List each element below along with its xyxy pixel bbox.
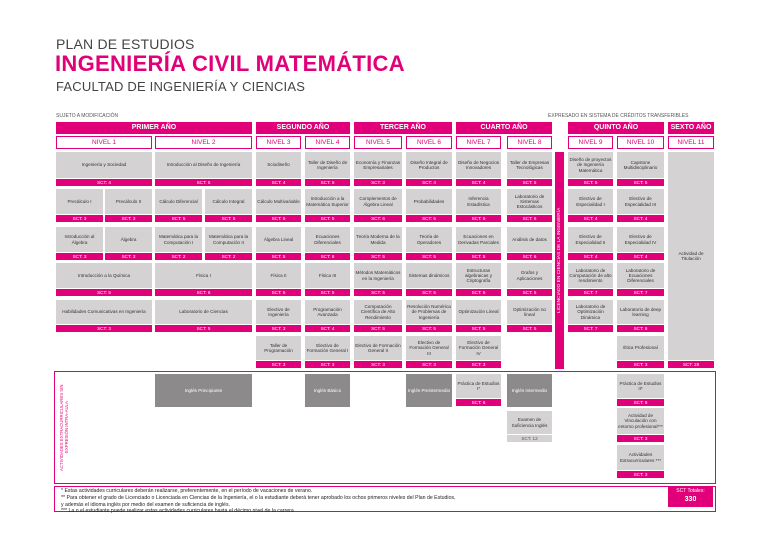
credit-badge: SCT: 3 <box>406 361 452 368</box>
course-cell: Electivo de Especialidad IV <box>617 227 664 252</box>
footnote-2: ** Para obtener el grado de Licenciado o Licenciada en Ciencias de la Ingeniería, el o la estudiante deberá tener aprobado los ochos primeros niveles del Plan de Estudios, <box>61 494 456 501</box>
course-cell: Actividad de Vinculación con entorno profesional*** <box>617 408 664 434</box>
course-cell: Grafos y Aplicaciones <box>507 263 552 288</box>
credit-badge: SCT: 6 <box>155 289 252 296</box>
course-cell: Optimización Lineal <box>456 300 501 324</box>
course-cell: Ecuaciones en Derivadas Parciales <box>456 227 501 252</box>
credit-badge: SCT: 6 <box>305 179 350 186</box>
course-cell: Taller de Programación <box>256 336 301 360</box>
credit-badge: SCT: 3 <box>617 361 664 368</box>
credit-badge: SCT: 5 <box>305 215 350 222</box>
credit-badge: SCT: 6 <box>354 215 402 222</box>
year-header: TERCER AÑO <box>354 122 452 134</box>
credit-badge: SCT: 5 <box>456 215 501 222</box>
credit-badge: SCT: 5 <box>456 325 501 332</box>
course-cell: Inglés Preintermedio <box>406 374 452 407</box>
credit-badge: SCT: 5 <box>256 215 301 222</box>
course-cell: Electivo de Ingeniería <box>256 300 301 324</box>
credit-badge: SCT: 2 <box>155 253 202 260</box>
credit-badge: SCT: 4 <box>568 253 613 260</box>
course-cell: Laboratorio de deep learning <box>617 300 664 324</box>
course-cell: Cálculo Multivariable <box>256 189 301 214</box>
credit-badge: SCT: 6 <box>507 215 552 222</box>
course-cell: Cálculo Diferencial <box>155 189 202 214</box>
course-cell: Programación Avanzada <box>305 300 350 324</box>
course-cell: Ética Profesional <box>617 336 664 360</box>
credit-badge: SCT: 5 <box>406 325 452 332</box>
total-label: SCT Totales: <box>676 488 705 494</box>
credit-badge: SCT: 5 <box>205 215 252 222</box>
credit-badge: SCT: 5 <box>56 289 152 296</box>
credit-badge: SCT: 3 <box>56 253 103 260</box>
course-cell: Complementos de Álgebra Lineal <box>354 189 402 214</box>
course-cell: Laboratorio de Sistemas Estocásticos <box>507 189 552 214</box>
course-cell: Álgebra <box>105 227 152 252</box>
course-cell: Electivo de Formación General II <box>354 336 402 360</box>
course-cell: Cálculo Integral <box>205 189 252 214</box>
course-cell: Computación Científica de Alto Rendimiento <box>354 300 402 324</box>
credit-badge: SCT: 6 <box>507 253 552 260</box>
year-header: SEGUNDO AÑO <box>256 122 350 134</box>
credit-badge: SCT: 5 <box>406 215 452 222</box>
credit-badge: SCT: 3 <box>256 325 301 332</box>
course-cell: Precálculo II <box>105 189 152 214</box>
course-cell: Introducción al Diseño de Ingeniería <box>155 152 252 178</box>
credit-badge: SCT: 5 <box>456 253 501 260</box>
credit-badge: SCT: 5 <box>256 253 301 260</box>
credit-badge: SCT: 5 <box>155 325 252 332</box>
course-cell: Práctica de Estudios II* <box>617 374 664 398</box>
level-header: NIVEL 10 <box>617 136 664 149</box>
credit-badge: SCT: 5 <box>507 325 552 332</box>
level-header: NIVEL 6 <box>406 136 452 149</box>
credit-badge: SCT: 2 <box>205 253 252 260</box>
credit-badge: SCT: 5 <box>305 289 350 296</box>
level-header: NIVEL 5 <box>354 136 402 149</box>
course-cell: Sistemas dinámicos <box>406 263 452 288</box>
credit-badge: SCT: 4 <box>456 179 501 186</box>
year-header: CUARTO AÑO <box>456 122 552 134</box>
credit-badge: SCT: 5 <box>617 179 664 186</box>
credit-badge: SCT: 4 <box>617 215 664 222</box>
credit-badge: SCT: 5 <box>568 179 613 186</box>
credit-badge: SCT: 5 <box>155 179 252 186</box>
page-title: INGENIERÍA CIVIL MATEMÁTICA <box>55 51 405 76</box>
credit-badge: SCT: 5 <box>155 215 202 222</box>
course-cell: Inglés Principiante <box>155 374 252 407</box>
credit-badge: SCT: 4 <box>568 215 613 222</box>
course-cell: Inferencia Estadística <box>456 189 501 214</box>
credit-badge: SCT: 3 <box>305 361 350 368</box>
course-cell: Laboratorio de Computación de alto rendimiento <box>568 263 613 288</box>
footnote-3: y además el idioma inglés por medio del examen de suficiencia de inglés. <box>61 501 230 508</box>
course-cell: Diseño de proyectos de Ingeniería Matemática <box>568 152 613 178</box>
credit-badge: SCT: 3 <box>256 361 301 368</box>
extracurricular-label: ACTIVIDADES EXTRACURRICULARES SIN EXPRESIÓN INTRA-AULA <box>59 384 69 471</box>
course-cell: Introducción al Álgebra <box>56 227 103 252</box>
course-cell: Electivo de Formación General I <box>305 336 350 360</box>
total-credits <box>668 487 713 507</box>
course-cell: Habilidades Comunicativas en Ingeniería <box>56 300 152 324</box>
course-cell: Diseño de Negocios Innovadores <box>456 152 501 178</box>
course-cell: Introducción a la Química <box>56 263 152 288</box>
course-cell: Física I <box>155 263 252 288</box>
course-cell: Física II <box>256 263 301 288</box>
course-cell: Teoría Moderna de la Medida <box>354 227 402 252</box>
credit-badge: SCT: 28 <box>668 361 714 368</box>
faculty-label: FACULTAD DE INGENIERÍA Y CIENCIAS <box>56 79 306 94</box>
course-cell: Taller de Diseño de Ingeniería <box>305 152 350 178</box>
footnote-4: *** La o el estudiante puede realizar estas actividades curriculares hasta el décimo nivel de la carrera <box>61 508 294 515</box>
course-cell: Electivo de Especialidad I <box>568 189 613 214</box>
credits-note: EXPRESADO EN SISTEMA DE CRÉDITOS TRANSFERIBLES <box>548 113 689 119</box>
course-cell: Métodos Matemáticos en la Ingeniería <box>354 263 402 288</box>
course-cell: Capstone Multidisciplinario <box>617 152 664 178</box>
course-cell: Examen de Suficiencia Inglés <box>507 411 552 434</box>
course-cell: Introducción a la Matemática Superior <box>305 189 350 214</box>
credit-badge: SCT: 5 <box>406 289 452 296</box>
credit-badge: SCT: 3 <box>354 361 402 368</box>
level-header: NIVEL 4 <box>305 136 350 149</box>
credit-badge: SCT: 6 <box>617 325 664 332</box>
credit-badge: SCT: 12 <box>507 435 552 442</box>
course-cell: Optimización no lineal <box>507 300 552 324</box>
credit-badge: SCT: 7 <box>568 289 613 296</box>
level-header: NIVEL 7 <box>456 136 501 149</box>
course-cell: Precálculo I <box>56 189 103 214</box>
course-cell: Probabilidades <box>406 189 452 214</box>
year-header: PRIMER AÑO <box>56 122 252 134</box>
credit-badge: SCT: 3 <box>617 471 664 478</box>
credit-badge: SCT: 5 <box>507 289 552 296</box>
credit-badge: SCT: 3 <box>56 215 103 222</box>
year-header: SEXTO AÑO <box>668 122 714 134</box>
credit-badge: SCT: 8 <box>617 399 664 406</box>
course-cell: Electivo de Especialidad II <box>568 227 613 252</box>
credit-badge: SCT: 7 <box>617 289 664 296</box>
credit-badge: SCT: 3 <box>354 179 402 186</box>
course-cell: Electivo de Formación General IV <box>456 336 501 360</box>
level-header: NIVEL 1 <box>56 136 152 149</box>
course-cell: Práctica de Estudios I* <box>456 374 501 398</box>
course-cell: Electivo de Formación General III <box>406 336 452 360</box>
credit-badge: SCT: 5 <box>354 325 402 332</box>
course-cell: Inglés Intermedio <box>507 374 552 407</box>
credit-badge: SCT: 4 <box>56 179 152 186</box>
course-cell: Ecuaciones Diferenciales <box>305 227 350 252</box>
course-cell: Laboratorio de Ecuaciones Diferenciales <box>617 263 664 288</box>
credit-badge: SCT: 3 <box>456 361 501 368</box>
credit-badge: SCT: 4 <box>617 253 664 260</box>
footnote-1: * Estas actividades curriculares deberán realizarse, preferentemente, en el período de vacaciones de verano. <box>61 488 313 494</box>
course-cell: Ingeniería y Sociedad <box>56 152 152 178</box>
credit-badge: SCT: 5 <box>354 289 402 296</box>
level-header: NIVEL 9 <box>568 136 613 149</box>
course-cell: Inglés Básico <box>305 374 350 407</box>
credit-badge: SCT: 5 <box>456 289 501 296</box>
course-cell: Economía y Finanzas Empresariales <box>354 152 402 178</box>
course-cell: Álgebra Lineal <box>256 227 301 252</box>
course-cell: Sciodiseño <box>256 152 301 178</box>
course-cell: Estructuras algebraicas y Criptografía <box>456 263 501 288</box>
course-cell: Taller de Empresas Tecnológicas <box>507 152 552 178</box>
course-cell: Resolución Numérica de Problemas de Ingeniería <box>406 300 452 324</box>
credit-badge: SCT: 5 <box>406 253 452 260</box>
credit-badge: SCT: 4 <box>256 179 301 186</box>
course-cell: Física III <box>305 263 350 288</box>
course-cell: Laboratorio de Optimización Dinámica <box>568 300 613 324</box>
credit-badge: SCT: 4 <box>305 325 350 332</box>
course-cell: Matemática para la Computación I <box>155 227 202 252</box>
credit-badge: SCT: 4 <box>406 179 452 186</box>
licenciado-band: LICENCIADO EN CIENCIAS DE LA INGENIERÍA <box>555 152 564 369</box>
credit-badge: SCT: 5 <box>507 179 552 186</box>
credit-badge: SCT: 5 <box>354 253 402 260</box>
credit-badge: SCT: 3 <box>56 325 152 332</box>
footnotes <box>61 488 651 515</box>
course-cell: Diseño Integral de Productos <box>406 152 452 178</box>
course-cell: Actividades Extracurriculares *** <box>617 445 664 470</box>
credit-badge: SCT: 3 <box>105 253 152 260</box>
course-cell: Electivo de Especialidad III <box>617 189 664 214</box>
modification-note: SUJETO A MODIFICACIÓN <box>56 113 119 119</box>
course-cell: Teoría de Operadores <box>406 227 452 252</box>
course-cell: Actividad de Titulación <box>668 152 714 360</box>
credit-badge: SCT: 7 <box>568 325 613 332</box>
credit-badge: SCT: 3 <box>105 215 152 222</box>
plan-label: PLAN DE ESTUDIOS <box>56 36 195 52</box>
course-cell: Análisis de datos <box>507 227 552 252</box>
credit-badge: SCT: 6 <box>456 399 501 406</box>
year-header: QUINTO AÑO <box>568 122 664 134</box>
credit-badge: SCT: 5 <box>256 289 301 296</box>
level-header: NIVEL 3 <box>256 136 301 149</box>
level-header: NIVEL 11 <box>668 136 714 149</box>
course-cell: Matemática para la Computación II <box>205 227 252 252</box>
level-header: NIVEL 8 <box>507 136 552 149</box>
total-value: 330 <box>684 496 697 503</box>
credit-badge: SCT: 6 <box>305 253 350 260</box>
credit-badge: SCT: 3 <box>617 435 664 442</box>
level-header: NIVEL 2 <box>155 136 252 149</box>
course-cell: Laboratorio de Ciencias <box>155 300 252 324</box>
